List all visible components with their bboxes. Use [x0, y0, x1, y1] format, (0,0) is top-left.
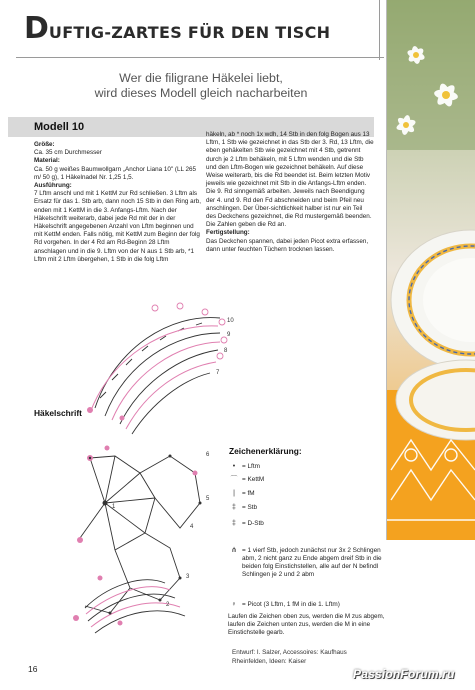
page-subtitle	[36, 71, 366, 101]
header-divider-horizontal	[16, 57, 384, 58]
page-title	[24, 11, 384, 46]
finishing-text: Das Deckchen spannen, dabei jeden Picot extra erfassen, dann unter feuchten Tüchern trocknen lassen.	[206, 237, 369, 253]
legend-note: Laufen die Zeichen oben zus, werden die M zus abgem, laufen die Zeichen unten zus, werden die M in eine Einstichstelle gearb.	[228, 613, 385, 637]
header-divider-vertical	[379, 0, 380, 60]
legend-text: = Picot (3 Lftm, 1 fM in die 1. Lftm)	[242, 601, 340, 608]
slip-stitch-symbol-icon: ⌒	[230, 476, 238, 483]
legend-item-treble-crochet	[226, 520, 264, 528]
round-number-1: 1	[112, 504, 116, 510]
size-text: Ca. 35 cm Durchmesser	[34, 149, 102, 157]
execution-heading: Ausführung:	[34, 182, 72, 190]
picot-symbol-icon: ♀	[231, 601, 237, 608]
round-number-5: 5	[206, 496, 210, 502]
legend-text: = fM	[242, 490, 255, 497]
instructions-left-column	[34, 141, 201, 264]
round-number-4: 4	[190, 524, 194, 530]
subtitle-line-2: wird dieses Modell gleich nacharbeiten	[94, 86, 308, 100]
execution-text-continued: häkeln, ab * noch 1x wdh, 14 Stb in den folg Bogen aus 13 Lftm, 1 Stb wie gezeichnet in das Stb der 3. Rd, 13 Lftm, die eben gehäkelten Stb wie gezeichnet mit 4 Stb, getrennt durch je 2 Lftm behäkeln, mit 5 Lftm wenden und die Stb und den Lftm-Bogen wie gezeichnet behäkeln. Auf diese Weise weiterarb, bis die Rd beendet ist. Beim letzten Motiv jeweils wie gezeichnet mit Stb in die Anfangs-Lftm enden. Die 9. Rd sinngemäß arbeiten. Jeweils nach Beendigung der 4. und 9. Rd den Fd abschneiden und beim Pfeil neu anschlingen. Der Über-sichtlichkeit halber ist nur ein Teil des Deckchens gezeichnet, die Rd mustergemäß beenden. Die Zahlen geben die Rd an.	[206, 131, 374, 229]
legend-item-cluster	[226, 547, 386, 587]
execution-text: 7 Lftm anschl und mit 1 KettM zur Rd schließen. 3 Lftm als Ersatz für das 1. Stb arb, dann noch 15 Stb in den Ring arb, enden mit 1 KettM in die 3. Anfangs-Lftm. Nach der Häkelschrift weiterarb, dabei jede Rd mit der in der Häkelschrift angegebenen Anzahl von Lftm beginnen und mit KettM enden. Falls nötig, mit KettM zum Beginn der folg Rd vorgehen. In der 4 Rd am Rd-Beginn 28 Lftm anschlagen und in die 9. Lftm von der N aus 1 Stb arb, *1 Lftm mit 2 Lftm übergehen, 1 Stb in die folg Lftm	[34, 190, 201, 263]
model-title: Modell 10	[34, 121, 85, 133]
diagram-label: Häkelschrift	[34, 408, 82, 418]
legend-item-single-crochet	[226, 490, 255, 498]
crochet-chart-graphic	[60, 288, 240, 643]
legend-item-chain	[226, 463, 260, 471]
legend-item-double-crochet	[226, 504, 257, 512]
round-number-7: 7	[216, 370, 220, 376]
table-setting-photo-graphic	[386, 0, 475, 540]
legend-item-picot	[226, 601, 340, 609]
page-header	[24, 11, 384, 54]
credits-line-2: Rheinfelden, Ideen: Kaiser	[232, 657, 307, 665]
round-number-9: 9	[227, 332, 231, 338]
watermark: PassionForum.ru	[353, 667, 455, 681]
double-crochet-symbol-icon: ‡	[232, 504, 236, 511]
subtitle-line-1: Wer die filigrane Häkelei liebt,	[119, 71, 283, 85]
material-heading: Material:	[34, 157, 60, 165]
legend-title: Zeichenerklärung:	[229, 446, 302, 456]
credits-line-1: Entwurf: I. Salzer, Accessoires: Kaufhaus	[232, 649, 347, 656]
cluster-symbol-icon: ⋔	[231, 547, 237, 554]
legend-text: = Lftm	[242, 463, 260, 470]
finishing-heading: Fertigstellung:	[206, 229, 250, 237]
page-number: 16	[28, 664, 38, 674]
treble-crochet-symbol-icon: ‡	[232, 520, 236, 527]
round-number-10: 10	[227, 318, 234, 324]
doily-photo	[386, 0, 475, 540]
legend-text: = D-Stb	[242, 520, 264, 527]
round-number-6: 6	[206, 452, 210, 458]
legend-text: = KettM	[242, 476, 265, 483]
round-number-2: 2	[166, 602, 170, 608]
single-crochet-symbol-icon: |	[233, 490, 235, 497]
title-initial: D	[24, 11, 49, 46]
chain-symbol-icon: •	[232, 463, 236, 470]
round-number-8: 8	[224, 348, 228, 354]
legend-item-slip-stitch	[226, 476, 264, 484]
title-rest: UFTIG-ZARTES FÜR DEN TISCH	[48, 23, 331, 42]
size-heading: Größe:	[34, 141, 55, 148]
crochet-diagram	[60, 288, 240, 643]
legend-text: = 1 vierf Stb, jedoch zunächst nur 3x 2 Schlingen abm, 2 nicht ganz zu Ende abgem dreif Stb in die beiden folg Einstichstellen, alle auf der N befindl Schlingen je 2 und 2 abm	[242, 547, 382, 578]
round-number-3: 3	[186, 574, 190, 580]
instructions-right-column	[206, 131, 374, 254]
material-text: Ca. 50 g weißes Baumwollgarn „Anchor Liana 10" (LL 265 m/ 50 g), 1 Häkelnadel Nr. 1,25 1,5.	[34, 165, 196, 181]
legend-text: = Stb	[242, 504, 258, 511]
credits	[232, 649, 394, 666]
